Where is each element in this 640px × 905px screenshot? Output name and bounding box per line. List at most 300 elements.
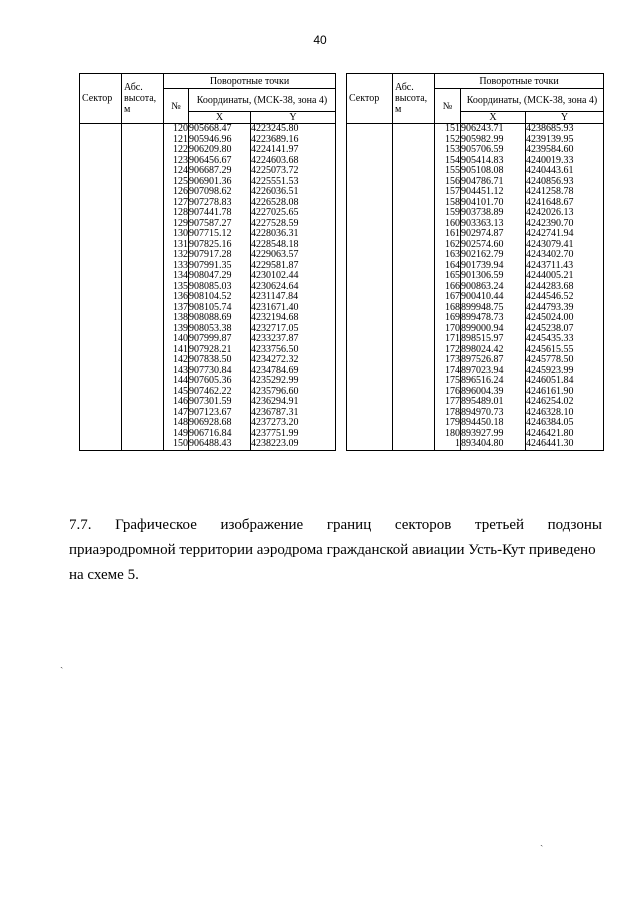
table-row [347, 418, 604, 429]
table-row [80, 166, 336, 177]
point-number-cell: 176 [435, 387, 461, 398]
number-header: № [164, 89, 189, 124]
x-coordinate-cell: 907991.35 [189, 261, 251, 272]
x-coordinate-cell: 899948.75 [461, 303, 526, 314]
table-row [347, 387, 604, 398]
x-coordinate-cell: 908105.74 [189, 303, 251, 314]
table-row [347, 366, 604, 377]
x-coordinate-cell: 906488.43 [189, 439, 251, 450]
altitude-cell [122, 429, 164, 440]
altitude-cell [122, 397, 164, 408]
point-number-cell: 142 [164, 355, 189, 366]
altitude-cell [393, 219, 435, 230]
altitude-cell [393, 376, 435, 387]
x-coordinate-cell: 900863.24 [461, 282, 526, 293]
x-coordinate-cell: 902974.87 [461, 229, 526, 240]
x-coordinate-cell: 907999.87 [189, 334, 251, 345]
point-number-cell: 126 [164, 187, 189, 198]
table-row [80, 208, 336, 219]
y-coordinate-cell: 4246051.84 [526, 376, 604, 387]
y-coordinate-cell: 4231671.40 [251, 303, 336, 314]
sector-cell [347, 208, 393, 219]
altitude-cell [122, 387, 164, 398]
sector-cell [80, 397, 122, 408]
point-number-cell: 169 [435, 313, 461, 324]
sector-cell [347, 324, 393, 335]
scan-mark: ˎ [60, 658, 64, 669]
point-number-cell: 120 [164, 124, 189, 135]
table-row [80, 250, 336, 261]
sector-cell [347, 135, 393, 146]
y-coordinate-cell: 4230624.64 [251, 282, 336, 293]
altitude-cell [122, 261, 164, 272]
x-coordinate-cell: 903738.89 [461, 208, 526, 219]
y-coordinate-cell: 4243402.70 [526, 250, 604, 261]
altitude-cell [122, 324, 164, 335]
y-coordinate-cell: 4235796.60 [251, 387, 336, 398]
x-coordinate-cell: 908053.38 [189, 324, 251, 335]
table-row [80, 271, 336, 282]
table-row [347, 408, 604, 419]
sector-cell [347, 387, 393, 398]
sector-cell [80, 124, 122, 135]
altitude-cell [393, 429, 435, 440]
table-row [80, 366, 336, 377]
point-number-cell: 129 [164, 219, 189, 230]
table-row [80, 313, 336, 324]
altitude-cell [122, 303, 164, 314]
y-coordinate-cell: 4237273.20 [251, 418, 336, 429]
point-number-cell: 151 [435, 124, 461, 135]
sector-cell [347, 334, 393, 345]
sector-cell [347, 229, 393, 240]
point-number-cell: 172 [435, 345, 461, 356]
y-coordinate-cell: 4226036.51 [251, 187, 336, 198]
sector-cell [80, 292, 122, 303]
point-number-cell: 121 [164, 135, 189, 146]
altitude-cell [393, 261, 435, 272]
sector-cell [347, 282, 393, 293]
table-row [80, 156, 336, 167]
point-number-cell: 123 [164, 156, 189, 167]
point-number-cell: 1 [435, 439, 461, 450]
sector-cell [80, 387, 122, 398]
x-coordinate-cell: 894450.18 [461, 418, 526, 429]
x-coordinate-cell: 899478.73 [461, 313, 526, 324]
y-coordinate-cell: 4242390.70 [526, 219, 604, 230]
altitude-cell [393, 345, 435, 356]
sector-cell [347, 408, 393, 419]
sector-cell [347, 439, 393, 450]
table-row [347, 198, 604, 209]
y-coordinate-cell: 4226528.08 [251, 198, 336, 209]
x-coordinate-cell: 907928.21 [189, 345, 251, 356]
sector-cell [347, 271, 393, 282]
x-coordinate-cell: 900410.44 [461, 292, 526, 303]
sector-cell [80, 261, 122, 272]
point-number-cell: 165 [435, 271, 461, 282]
sector-cell [80, 418, 122, 429]
point-number-cell: 162 [435, 240, 461, 251]
y-coordinate-cell: 4235292.99 [251, 376, 336, 387]
y-coordinate-cell: 4234784.69 [251, 366, 336, 377]
sector-cell [347, 187, 393, 198]
y-coordinate-cell: 4245024.00 [526, 313, 604, 324]
y-coordinate-cell: 4234272.32 [251, 355, 336, 366]
y-coordinate-cell: 4229581.87 [251, 261, 336, 272]
table-row [347, 376, 604, 387]
y-coordinate-cell: 4246161.90 [526, 387, 604, 398]
y-coordinate-cell: 4223689.16 [251, 135, 336, 146]
x-coordinate-cell: 896004.39 [461, 387, 526, 398]
sector-cell [80, 198, 122, 209]
y-coordinate-cell: 4238685.93 [526, 124, 604, 135]
point-number-cell: 144 [164, 376, 189, 387]
paragraph-line-3: на схеме 5. [69, 567, 139, 583]
point-number-cell: 128 [164, 208, 189, 219]
x-coordinate-cell: 906928.68 [189, 418, 251, 429]
sector-cell [80, 135, 122, 146]
altitude-cell [122, 355, 164, 366]
table-row [80, 240, 336, 251]
x-coordinate-cell: 906901.36 [189, 177, 251, 188]
point-number-cell: 178 [435, 408, 461, 419]
table-row [347, 324, 604, 335]
y-coordinate-cell: 4225073.72 [251, 166, 336, 177]
altitude-cell [122, 208, 164, 219]
sector-cell [347, 376, 393, 387]
x-coordinate-cell: 907301.59 [189, 397, 251, 408]
table-row [80, 397, 336, 408]
sector-cell [347, 303, 393, 314]
sector-cell [80, 208, 122, 219]
point-number-cell: 131 [164, 240, 189, 251]
y-coordinate-cell: 4244283.68 [526, 282, 604, 293]
x-coordinate-cell: 907730.84 [189, 366, 251, 377]
table-row [347, 429, 604, 440]
table-row [80, 219, 336, 230]
point-number-cell: 168 [435, 303, 461, 314]
table-row [80, 345, 336, 356]
paragraph-line-1: 7.7. Графическое изображение границ секторов третьей подзоны [69, 517, 602, 533]
y-header: Y [526, 112, 604, 124]
coordinates-header: Координаты, (МСК-38, зона 4) [461, 89, 604, 112]
point-number-cell: 139 [164, 324, 189, 335]
y-coordinate-cell: 4246421.80 [526, 429, 604, 440]
point-number-cell: 164 [435, 261, 461, 272]
altitude-cell [122, 187, 164, 198]
altitude-cell [393, 439, 435, 450]
x-header: X [461, 112, 526, 124]
sector-cell [347, 198, 393, 209]
sector-cell [80, 313, 122, 324]
point-number-cell: 141 [164, 345, 189, 356]
table-row [347, 292, 604, 303]
sector-cell [347, 429, 393, 440]
table-row [347, 219, 604, 230]
y-coordinate-cell: 4245238.07 [526, 324, 604, 335]
x-header: X [189, 112, 251, 124]
x-coordinate-cell: 901739.94 [461, 261, 526, 272]
sector-cell [347, 313, 393, 324]
y-coordinate-cell: 4245778.50 [526, 355, 604, 366]
sector-cell [347, 397, 393, 408]
x-coordinate-cell: 907587.27 [189, 219, 251, 230]
point-number-cell: 135 [164, 282, 189, 293]
point-number-cell: 136 [164, 292, 189, 303]
point-number-cell: 177 [435, 397, 461, 408]
point-number-cell: 158 [435, 198, 461, 209]
point-number-cell: 143 [164, 366, 189, 377]
point-number-cell: 145 [164, 387, 189, 398]
sector-cell [80, 229, 122, 240]
altitude-cell [393, 240, 435, 251]
sector-cell [80, 187, 122, 198]
sector-header: Сектор [347, 74, 393, 124]
point-number-cell: 171 [435, 334, 461, 345]
y-coordinate-cell: 4244546.52 [526, 292, 604, 303]
point-number-cell: 140 [164, 334, 189, 345]
altitude-cell [122, 376, 164, 387]
y-coordinate-cell: 4240019.33 [526, 156, 604, 167]
point-number-cell: 174 [435, 366, 461, 377]
sector-cell [347, 166, 393, 177]
x-coordinate-cell: 901306.59 [461, 271, 526, 282]
y-coordinate-cell: 4246328.10 [526, 408, 604, 419]
sector-cell [80, 282, 122, 293]
turning-points-header: Поворотные точки [435, 74, 604, 89]
y-coordinate-cell: 4237751.99 [251, 429, 336, 440]
x-coordinate-cell: 905982.99 [461, 135, 526, 146]
scan-mark: ˏ [540, 836, 544, 847]
altitude-cell [393, 208, 435, 219]
sector-cell [347, 219, 393, 230]
x-coordinate-cell: 896516.24 [461, 376, 526, 387]
y-coordinate-cell: 4227528.59 [251, 219, 336, 230]
sector-cell [80, 166, 122, 177]
sector-header: Сектор [80, 74, 122, 124]
table-row [347, 313, 604, 324]
table-row [347, 124, 604, 135]
table-row [80, 387, 336, 398]
point-number-cell: 125 [164, 177, 189, 188]
altitude-cell [393, 271, 435, 282]
table-row [347, 187, 604, 198]
altitude-cell [393, 418, 435, 429]
table-row [347, 355, 604, 366]
point-number-cell: 175 [435, 376, 461, 387]
altitude-cell [393, 135, 435, 146]
sector-cell [347, 145, 393, 156]
altitude-cell [393, 387, 435, 398]
x-coordinate-cell: 906716.84 [189, 429, 251, 440]
point-number-cell: 150 [164, 439, 189, 450]
table-row [80, 198, 336, 209]
y-coordinate-cell: 4239139.95 [526, 135, 604, 146]
table-row [347, 271, 604, 282]
sector-cell [80, 408, 122, 419]
x-coordinate-cell: 908085.03 [189, 282, 251, 293]
altitude-cell [393, 313, 435, 324]
table-row [80, 408, 336, 419]
point-number-cell: 155 [435, 166, 461, 177]
altitude-cell [393, 177, 435, 188]
point-number-cell: 180 [435, 429, 461, 440]
y-header: Y [251, 112, 336, 124]
x-coordinate-cell: 903363.13 [461, 219, 526, 230]
altitude-cell [122, 345, 164, 356]
altitude-cell [393, 198, 435, 209]
point-number-cell: 133 [164, 261, 189, 272]
point-number-cell: 147 [164, 408, 189, 419]
y-coordinate-cell: 4245615.55 [526, 345, 604, 356]
sector-cell [347, 156, 393, 167]
altitude-cell [393, 250, 435, 261]
x-coordinate-cell: 907605.36 [189, 376, 251, 387]
y-coordinate-cell: 4236787.31 [251, 408, 336, 419]
point-number-cell: 161 [435, 229, 461, 240]
point-number-cell: 122 [164, 145, 189, 156]
y-coordinate-cell: 4223245.80 [251, 124, 336, 135]
table-row [80, 292, 336, 303]
altitude-cell [393, 124, 435, 135]
altitude-cell [122, 271, 164, 282]
y-coordinate-cell: 4224141.97 [251, 145, 336, 156]
sector-cell [80, 439, 122, 450]
table-row [347, 250, 604, 261]
x-coordinate-cell: 907123.67 [189, 408, 251, 419]
y-coordinate-cell: 4239584.60 [526, 145, 604, 156]
y-coordinate-cell: 4228548.18 [251, 240, 336, 251]
x-coordinate-cell: 907441.78 [189, 208, 251, 219]
page-number: 40 [313, 33, 327, 47]
y-coordinate-cell: 4246441.30 [526, 439, 604, 450]
x-coordinate-cell: 907462.22 [189, 387, 251, 398]
altitude-header: Абс. высота, м [122, 74, 164, 124]
sector-cell [80, 429, 122, 440]
sector-cell [347, 240, 393, 251]
sector-cell [80, 303, 122, 314]
point-number-cell: 152 [435, 135, 461, 146]
sector-cell [80, 219, 122, 230]
table-row [347, 166, 604, 177]
altitude-cell [122, 334, 164, 345]
altitude-cell [122, 166, 164, 177]
turning-points-header: Поворотные точки [164, 74, 336, 89]
x-coordinate-cell: 907917.28 [189, 250, 251, 261]
coordinates-header: Координаты, (МСК-38, зона 4) [189, 89, 336, 112]
table-row [80, 439, 336, 450]
sector-cell [80, 366, 122, 377]
table-row [347, 135, 604, 146]
coordinates-table-left [79, 73, 336, 451]
table-row [347, 439, 604, 450]
y-coordinate-cell: 4244005.21 [526, 271, 604, 282]
altitude-cell [393, 156, 435, 167]
point-number-cell: 134 [164, 271, 189, 282]
y-coordinate-cell: 4244793.39 [526, 303, 604, 314]
sector-cell [80, 250, 122, 261]
point-number-cell: 124 [164, 166, 189, 177]
altitude-cell [393, 282, 435, 293]
x-coordinate-cell: 897526.87 [461, 355, 526, 366]
altitude-cell [122, 418, 164, 429]
table-row [347, 156, 604, 167]
y-coordinate-cell: 4230102.44 [251, 271, 336, 282]
sector-cell [347, 418, 393, 429]
table-row [347, 345, 604, 356]
x-coordinate-cell: 902162.79 [461, 250, 526, 261]
x-coordinate-cell: 902574.60 [461, 240, 526, 251]
x-coordinate-cell: 907098.62 [189, 187, 251, 198]
altitude-cell [393, 229, 435, 240]
y-coordinate-cell: 4233756.50 [251, 345, 336, 356]
altitude-cell [122, 135, 164, 146]
table-row [347, 229, 604, 240]
x-coordinate-cell: 906209.80 [189, 145, 251, 156]
x-coordinate-cell: 897023.94 [461, 366, 526, 377]
table-row [347, 240, 604, 251]
altitude-cell [122, 240, 164, 251]
y-coordinate-cell: 4231147.84 [251, 292, 336, 303]
altitude-cell [393, 355, 435, 366]
y-coordinate-cell: 4229063.57 [251, 250, 336, 261]
y-coordinate-cell: 4245435.33 [526, 334, 604, 345]
y-coordinate-cell: 4232194.68 [251, 313, 336, 324]
table-row [80, 187, 336, 198]
table-row [80, 135, 336, 146]
altitude-cell [122, 145, 164, 156]
altitude-cell [122, 198, 164, 209]
y-coordinate-cell: 4233237.87 [251, 334, 336, 345]
x-coordinate-cell: 898024.42 [461, 345, 526, 356]
x-coordinate-cell: 905706.59 [461, 145, 526, 156]
sector-cell [80, 355, 122, 366]
point-number-cell: 130 [164, 229, 189, 240]
y-coordinate-cell: 4246384.05 [526, 418, 604, 429]
altitude-cell [122, 219, 164, 230]
x-coordinate-cell: 899000.94 [461, 324, 526, 335]
table-row [80, 334, 336, 345]
point-number-cell: 179 [435, 418, 461, 429]
y-coordinate-cell: 4232717.05 [251, 324, 336, 335]
table-row [80, 376, 336, 387]
point-number-cell: 156 [435, 177, 461, 188]
y-coordinate-cell: 4225551.53 [251, 177, 336, 188]
y-coordinate-cell: 4243079.41 [526, 240, 604, 251]
altitude-cell [122, 366, 164, 377]
y-coordinate-cell: 4241258.78 [526, 187, 604, 198]
table-row [347, 334, 604, 345]
sector-cell [347, 292, 393, 303]
sector-cell [80, 376, 122, 387]
sector-cell [80, 334, 122, 345]
x-coordinate-cell: 907278.83 [189, 198, 251, 209]
table-row [80, 282, 336, 293]
y-coordinate-cell: 4238223.09 [251, 439, 336, 450]
y-coordinate-cell: 4243711.43 [526, 261, 604, 272]
point-number-cell: 137 [164, 303, 189, 314]
table-row [80, 229, 336, 240]
point-number-cell: 160 [435, 219, 461, 230]
coordinates-table-right [346, 73, 604, 451]
point-number-cell: 170 [435, 324, 461, 335]
sector-cell [347, 177, 393, 188]
table-row [80, 324, 336, 335]
sector-cell [347, 345, 393, 356]
altitude-cell [122, 229, 164, 240]
x-coordinate-cell: 906243.71 [461, 124, 526, 135]
